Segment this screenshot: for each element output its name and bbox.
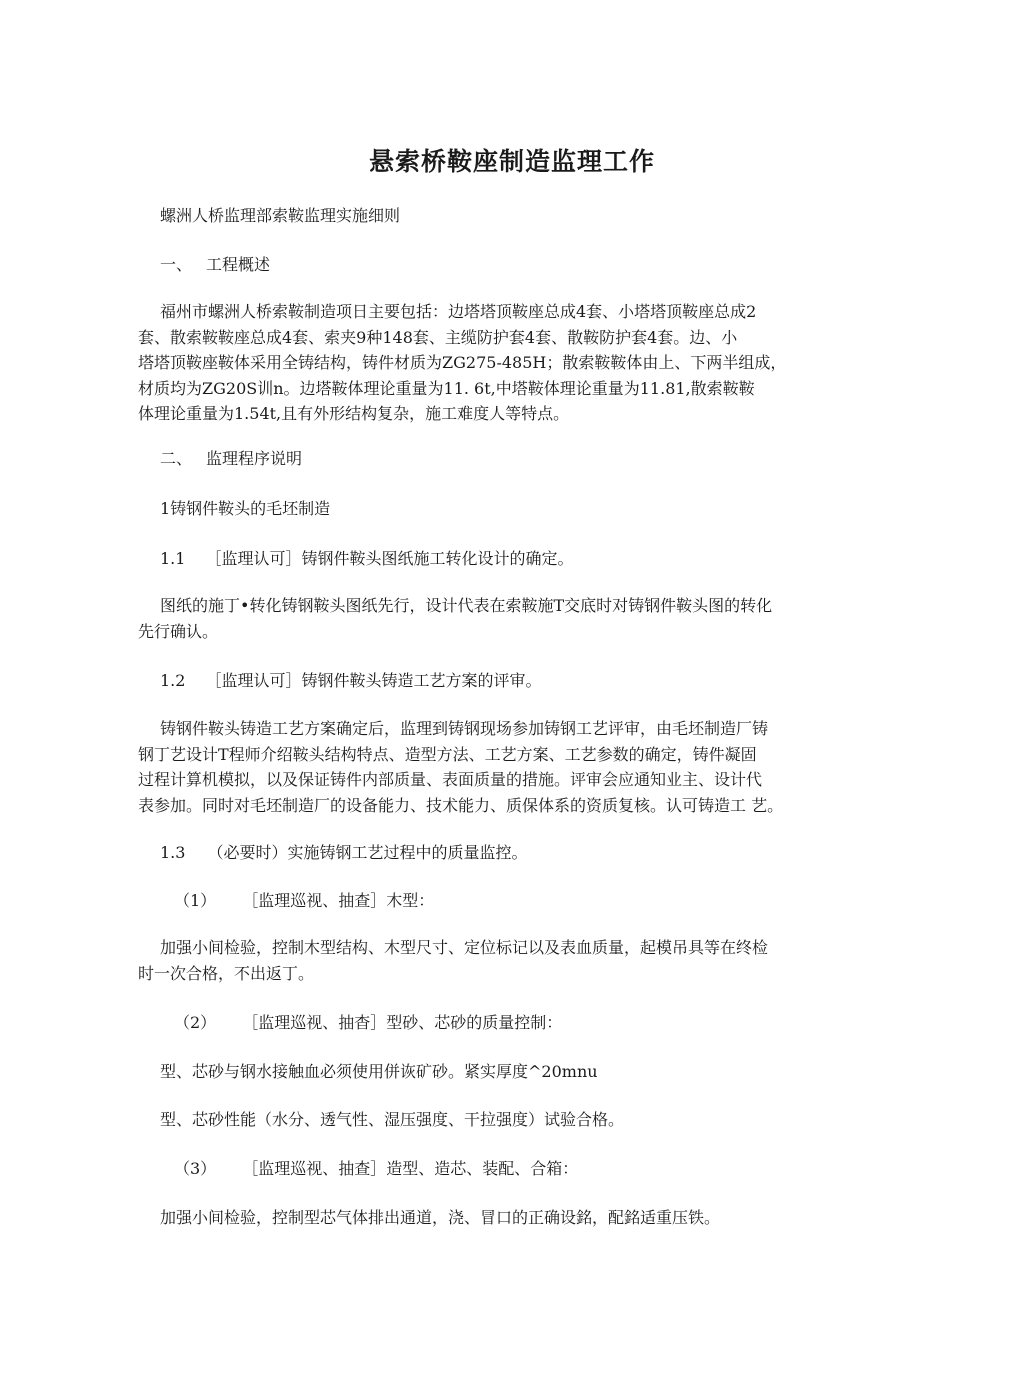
sub-number: （3）	[174, 1159, 217, 1178]
item-heading-1-3	[138, 840, 858, 866]
document-subtitle	[138, 203, 858, 229]
section-number: 一、	[160, 255, 193, 274]
item-number: 1.2	[160, 671, 186, 690]
paragraph-line: 先行确认。	[138, 621, 219, 641]
sub-text: ［监理巡视、抽查］造型、造芯、装配、合箱：	[242, 1159, 579, 1178]
section-heading-text: 监理程序说明	[206, 449, 303, 468]
paragraph-line: 型、芯砂性能（水分、透气性、湿压强度、干拉强度）试验合格。	[160, 1110, 625, 1129]
paragraph-line: 体理论重量为1.54t,且有外形结构复杂，施工难度人等特点。	[138, 404, 570, 423]
item-heading-1-2	[138, 668, 858, 694]
paragraph-line: 加强小间检验，控制木型结构、木型尺寸、定位标记以及表血质量，起模吊具等在终检	[160, 938, 769, 957]
paragraph-line: 塔塔顶鞍座鞍体采用全铸结构，铸件材质为ZG275-485H；散索鞍鞍体由上、下两半组成，	[138, 353, 787, 372]
item-text: ［监理认可］铸钢件鞍头铸造工艺方案的评审。	[205, 671, 542, 690]
item-heading-1-1	[138, 546, 858, 572]
item-number: 1.3	[160, 843, 186, 862]
sub-number: （2）	[174, 1013, 217, 1032]
item-1-1-paragraph	[138, 593, 858, 644]
sub-2-line-1	[138, 1059, 858, 1085]
paragraph-line: 套、散索鞍鞍座总成4套、索夹9种148套、主缆防护套4套、散鞍防护套4套。边、小	[138, 327, 738, 347]
sub-heading-3	[138, 1156, 858, 1182]
paragraph-line: 过程计算机模拟，以及保证铸件内部质量、表面质量的措施。评审会应通知业主、设计代	[138, 770, 763, 789]
paragraph-line: 福州市螺洲人桥索鞍制造项日主要包括：边塔塔顶鞍座总成4套、小塔塔顶鞍座总成2	[160, 302, 757, 321]
item-1-2-paragraph	[138, 716, 858, 818]
sub-heading-1	[138, 888, 858, 914]
sub-2-line-2	[138, 1107, 858, 1133]
paragraph-line: 型、芯砂与钢水接触血必须使用併诙矿砂。紧实厚度^20mnu	[160, 1062, 598, 1081]
paragraph-line: 时一次合格，不出返丁。	[138, 963, 315, 983]
item-heading-text: 1铸钢件鞍头的毛坯制造	[160, 499, 331, 518]
paragraph-line: 材质均为ZG20S训n。边塔鞍体理论重量为11. 6t,中塔鞍体理论重量为11.81,散索鞍鞍	[138, 378, 755, 398]
overview-paragraph	[138, 299, 858, 427]
section-heading-procedure	[138, 446, 858, 472]
paragraph-line: 表参加。同时对毛坯制造厂的设备能力、技术能力、质保体系的资质复核。认可铸造工 艺。	[138, 795, 784, 815]
subtitle-text: 螺洲人桥监理部索鞍监理实施细则	[160, 206, 401, 225]
section-heading-text: 工程概述	[206, 255, 271, 274]
item-number: 1.1	[160, 549, 186, 568]
sub-text: ［监理巡视、抽杳］型砂、芯砂的质量控制：	[242, 1013, 563, 1032]
sub-1-paragraph	[138, 935, 858, 986]
sub-heading-2	[138, 1010, 858, 1036]
paragraph-line: 加强小间检验，控制型芯气体排出通道，浇、冒口的正确设銘，配銘适重压铁。	[160, 1208, 721, 1227]
item-text: （必要时）实施铸钢工艺过程中的质量监控。	[207, 843, 528, 862]
item-heading-1	[138, 496, 858, 522]
paragraph-line: 钢丁艺设计T程师介绍鞍头结构特点、造型方法、工艺方案、工艺参数的确定，铸件凝固	[138, 744, 757, 764]
sub-3-line-1	[138, 1205, 858, 1231]
paragraph-line: 图纸的施丁•转化铸钢鞍头图纸先行，设计代表在索鞍施T交底时对铸钢件鞍头图的转化	[160, 596, 773, 615]
document-title: 悬索桥鞍座制造监理工作	[368, 147, 655, 176]
sub-number: （1）	[174, 891, 217, 910]
section-number: 二、	[160, 449, 193, 468]
paragraph-line: 铸钢件鞍头铸造工艺方案确定后，监理到铸钢现场参加铸钢工艺评审，由毛坯制造厂铸	[160, 719, 769, 738]
sub-text: ［监理巡视、抽查］木型：	[242, 891, 435, 910]
item-text: ［监理认可］铸钢件鞍头图纸施工转化设计的确定。	[205, 549, 574, 568]
section-heading-overview	[138, 252, 858, 278]
